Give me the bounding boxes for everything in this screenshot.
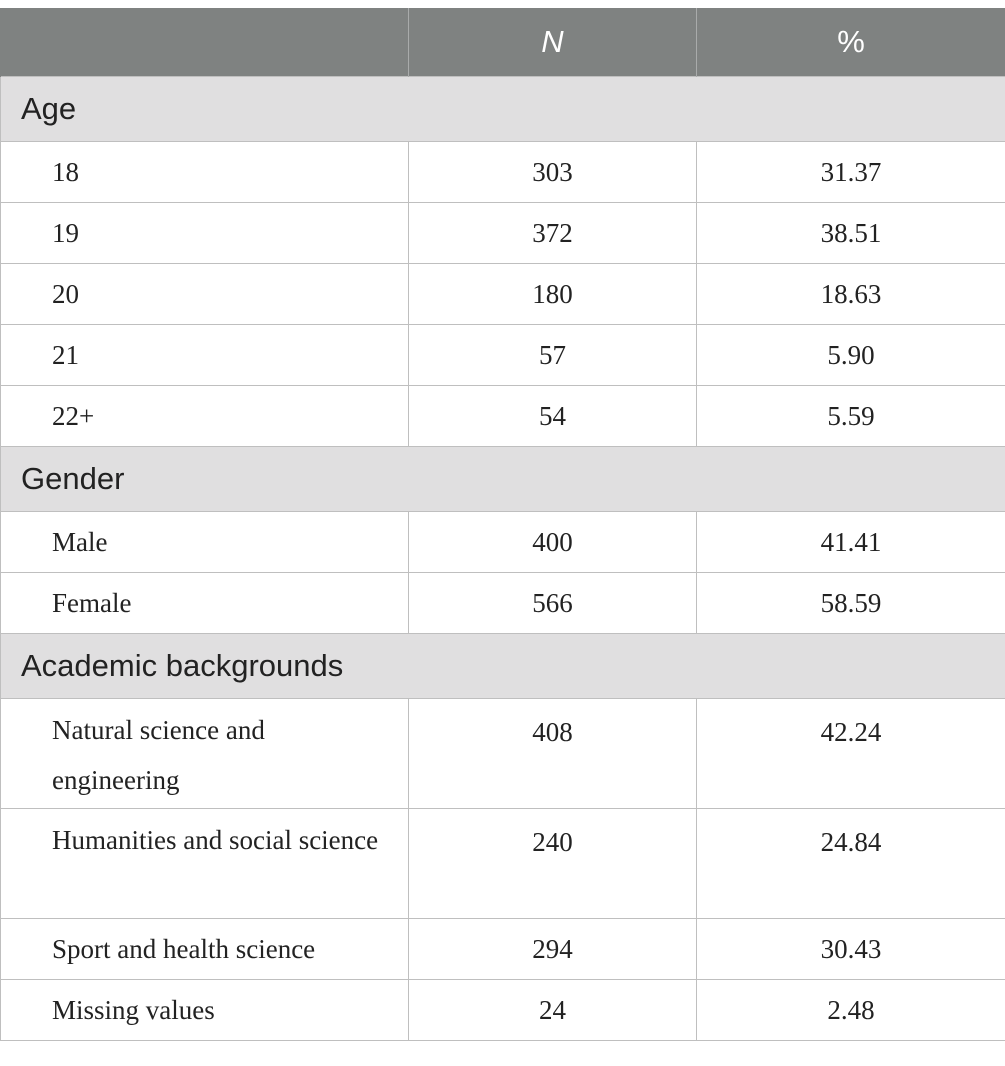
row-n: 240 — [409, 809, 697, 919]
table-row — [1, 919, 1005, 980]
row-label: Natural science and engineering — [1, 699, 409, 809]
row-percent: 30.43 — [697, 919, 1005, 980]
table-row — [1, 699, 1005, 809]
row-label: 20 — [1, 264, 409, 325]
table-row — [1, 980, 1005, 1041]
row-n: 180 — [409, 264, 697, 325]
row-percent: 38.51 — [697, 203, 1005, 264]
row-n: 408 — [409, 699, 697, 809]
table-row — [1, 809, 1005, 919]
header-cell-label — [1, 8, 409, 77]
section-row-gender — [1, 447, 1005, 512]
row-percent: 41.41 — [697, 512, 1005, 573]
header-cell-percent: % — [697, 8, 1005, 77]
table-row — [1, 386, 1005, 447]
row-label: 18 — [1, 142, 409, 203]
section-title: Age — [1, 77, 1005, 142]
row-percent: 42.24 — [697, 699, 1005, 809]
section-row-age — [1, 77, 1005, 142]
row-n: 57 — [409, 325, 697, 386]
row-label: Humanities and social science — [1, 809, 409, 919]
row-n: 372 — [409, 203, 697, 264]
row-n: 294 — [409, 919, 697, 980]
row-percent: 58.59 — [697, 573, 1005, 634]
row-percent: 2.48 — [697, 980, 1005, 1041]
row-percent: 18.63 — [697, 264, 1005, 325]
row-n: 400 — [409, 512, 697, 573]
section-title: Gender — [1, 447, 1005, 512]
row-n: 24 — [409, 980, 697, 1041]
row-n: 303 — [409, 142, 697, 203]
row-label: Missing values — [1, 980, 409, 1041]
row-label: 21 — [1, 325, 409, 386]
row-n: 566 — [409, 573, 697, 634]
demographics-table — [0, 8, 1005, 1041]
header-row — [1, 8, 1005, 77]
row-percent: 31.37 — [697, 142, 1005, 203]
table-row — [1, 142, 1005, 203]
table-row — [1, 512, 1005, 573]
header-cell-n: N — [409, 8, 697, 77]
row-label: 22+ — [1, 386, 409, 447]
table-row — [1, 264, 1005, 325]
section-row-academic — [1, 634, 1005, 699]
row-percent: 24.84 — [697, 809, 1005, 919]
row-label: Sport and health science — [1, 919, 409, 980]
section-title: Academic backgrounds — [1, 634, 1005, 699]
row-label: Female — [1, 573, 409, 634]
row-percent: 5.59 — [697, 386, 1005, 447]
row-percent: 5.90 — [697, 325, 1005, 386]
table-row — [1, 325, 1005, 386]
row-label: 19 — [1, 203, 409, 264]
table-row — [1, 573, 1005, 634]
row-label: Male — [1, 512, 409, 573]
table-row — [1, 203, 1005, 264]
row-n: 54 — [409, 386, 697, 447]
